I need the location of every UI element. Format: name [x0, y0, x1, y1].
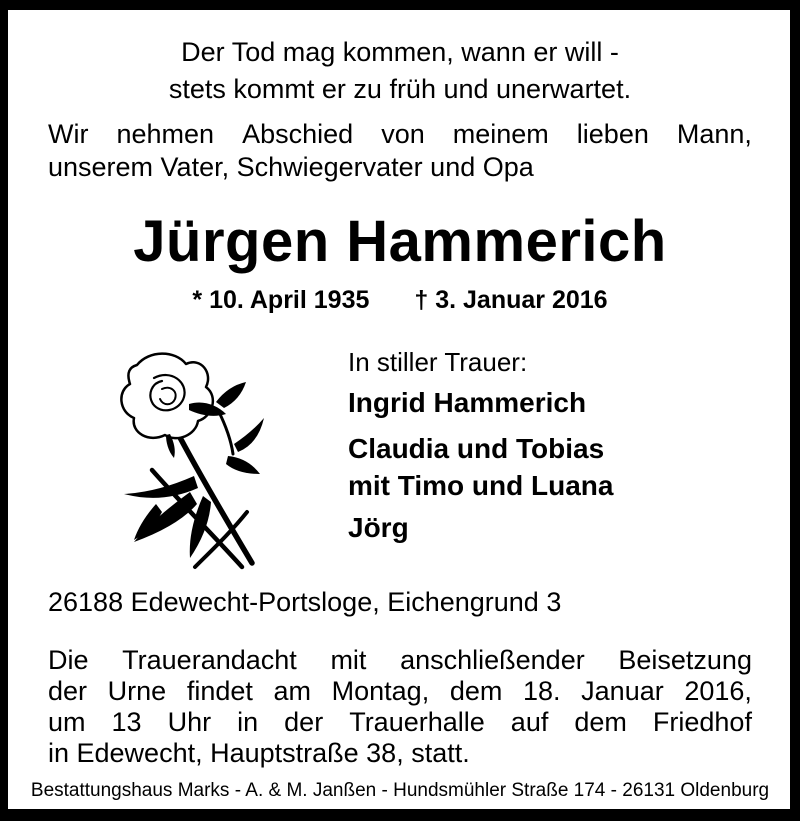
life-dates [48, 286, 752, 315]
paragraph-line: der Urne findet am Montag, dem 18. Januar 2016, [48, 676, 752, 706]
funeral-paragraph [48, 645, 752, 769]
mourner-name: Ingrid Hammerich [348, 387, 587, 418]
funeral-home-line: Bestattungshaus Marks - A. & M. Janßen - Hundsmühler Straße 174 - 26131 Oldenburg [30, 780, 770, 801]
paragraph-line: unserem Vater, Schwiegervater und Opa [48, 152, 534, 182]
rose-illustration-icon [100, 344, 265, 575]
epigraph-line-2: stets kommt er zu früh und unerwartet. [168, 74, 632, 104]
mourning-label: In stiller Trauer: [348, 347, 528, 377]
notice-paper [8, 10, 790, 809]
mourner-name: Claudia und Tobias [348, 433, 605, 464]
birth-date: * 10. April 1935 [192, 286, 370, 314]
residence-address: 26188 Edewecht-Portsloge, Eichengrund 3 [48, 587, 562, 617]
intro-paragraph [48, 118, 752, 184]
epigraph-line-1: Der Tod mag kommen, wann er will - [181, 37, 619, 67]
paragraph-line: in Edewecht, Hauptstraße 38, statt. [48, 738, 470, 768]
deceased-name: Jürgen Hammerich [133, 209, 667, 274]
mourner-name: mit Timo und Luana [348, 470, 614, 501]
paragraph-line: Die Trauerandacht mit anschließender Beisetzung [48, 645, 752, 675]
death-date: † 3. Januar 2016 [414, 286, 608, 314]
mourners-column [348, 344, 613, 545]
epigraph [48, 34, 752, 108]
mourning-section [48, 344, 752, 570]
mourner-name: Jörg [348, 512, 409, 543]
paragraph-line: Wir nehmen Abschied von meinem lieben Mann, [48, 119, 752, 149]
paragraph-line: um 13 Uhr in der Trauerhalle auf dem Friedhof [48, 707, 752, 737]
